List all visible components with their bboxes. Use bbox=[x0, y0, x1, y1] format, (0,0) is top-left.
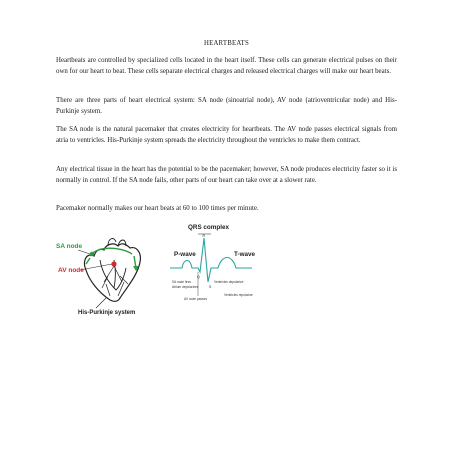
av-node-dot bbox=[111, 261, 116, 266]
annotation-atrium: Atrium depolarizes bbox=[172, 285, 199, 289]
annotation-ventricles-depolarize: Ventricles depolarize bbox=[214, 280, 244, 284]
paragraph-sa-node: The SA node is the natural pacemaker that creates electricity for heartbeats. The AV node passes electrical signals from atria to ventricles. His-Purkinje system spreads the electricity throughout the ventricles to make them contract. bbox=[56, 126, 397, 144]
t-wave-label: T-wave bbox=[234, 251, 255, 258]
paragraph-parts: There are three parts of heart electrical system: SA node (sinoatrial node), AV node (atrioventricular node) and His-Purkinje system. bbox=[56, 97, 397, 115]
av-node-label: AV node bbox=[58, 267, 84, 274]
q-label: Q bbox=[197, 275, 200, 279]
his-pointer bbox=[96, 298, 106, 308]
his-purkinje-label: His-Purkinje system bbox=[78, 310, 136, 316]
s-label: S bbox=[209, 285, 212, 289]
p-wave-label: P-wave bbox=[174, 251, 196, 258]
qrs-complex-label: QRS complex bbox=[188, 224, 229, 231]
r-label: R bbox=[202, 234, 206, 238]
sa-pointer bbox=[78, 250, 90, 254]
document-title: HEARTBEATS bbox=[203, 40, 250, 47]
heart-illustration bbox=[56, 239, 140, 316]
ecg-trace bbox=[170, 238, 252, 282]
annotation-ventricles-repolarize: Ventricles repolarize bbox=[224, 293, 253, 297]
paragraph-intro: Heartbeats are controlled by specialized cells located in the heart itself. These cells can generate electrical pulses on their own for our heart to beat. These cells separate electrical charges and released electrical charges will make our heart beats. bbox=[56, 57, 397, 75]
annotation-sa-fires: SA node fires bbox=[172, 280, 191, 284]
conduction-arrow-left bbox=[86, 258, 90, 264]
ecg-diagram bbox=[170, 224, 255, 301]
paragraph-pacemaker: Any electrical tissue in the heart has the potential to be the pacemaker; however, SA node produces electricity faster so it is normally in control. If the SA node fails, other parts of our heart can take over at a slower rate. bbox=[56, 166, 397, 184]
sa-node-label: SA node bbox=[56, 243, 83, 250]
sa-node-dot bbox=[90, 252, 94, 256]
annotation-av-passes: AV node passes bbox=[184, 297, 207, 301]
heart-conduction-figure bbox=[56, 216, 306, 316]
paragraph-rate: Pacemaker normally makes our heart beats at 60 to 100 times per minute. bbox=[56, 205, 259, 212]
